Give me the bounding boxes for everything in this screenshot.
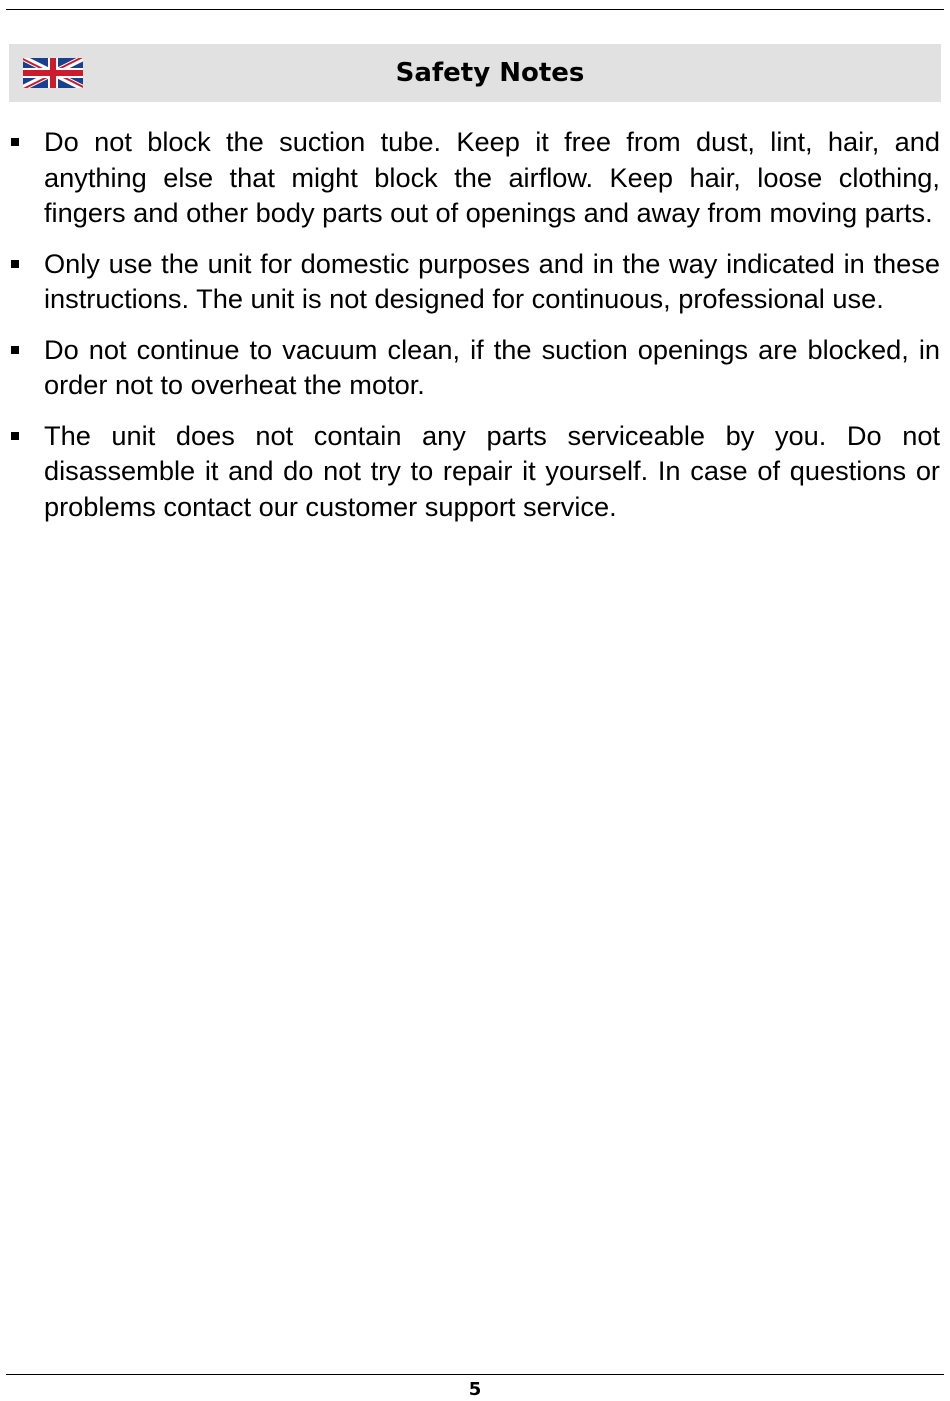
bullet-square-icon xyxy=(11,138,19,146)
top-divider xyxy=(6,9,944,10)
bullet-square-icon xyxy=(11,432,19,440)
bullet-square-icon xyxy=(11,346,19,354)
safety-notes-list xyxy=(0,124,950,539)
list-item xyxy=(0,124,940,231)
list-item xyxy=(0,418,940,525)
list-item xyxy=(0,332,940,403)
list-item xyxy=(0,246,940,317)
page-number: 5 xyxy=(468,1379,482,1400)
bottom-divider xyxy=(6,1374,944,1375)
page-title: Safety Notes xyxy=(395,58,585,88)
note-text: Do not continue to vacuum clean, if the suction openings are blocked, in order not to overheat the motor. xyxy=(44,333,940,400)
bullet-square-icon xyxy=(11,260,19,268)
section-header xyxy=(9,44,941,102)
note-text: Only use the unit for domestic purposes and in the way indicated in these instructions. The unit is not designed for continuous, professional use. xyxy=(44,247,940,314)
note-text: The unit does not contain any parts serviceable by you. Do not disassemble it and do not try to repair it yourself. In case of questions or problems contact our customer support service. xyxy=(44,419,940,522)
note-text: Do not block the suction tube. Keep it free from dust, lint, hair, and anything else that might block the airflow. Keep hair, loose clothing, fingers and other body parts out of openings and away from moving parts. xyxy=(44,126,940,228)
